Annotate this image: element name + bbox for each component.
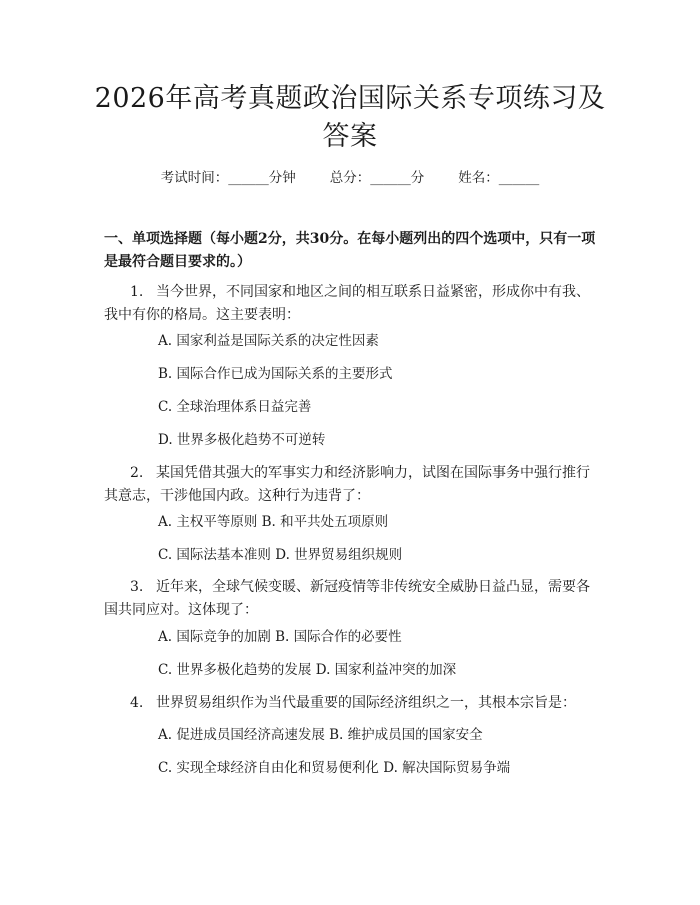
question-3-options-row-2: C. 世界多极化趋势的发展 D. 国家利益冲突的加深	[158, 662, 457, 678]
question-1-option-b: B. 国际合作已成为国际关系的主要形式	[158, 366, 393, 382]
question-1-option-a: A. 国家利益是国际关系的决定性因素	[158, 333, 379, 349]
exam-meta-line	[0, 168, 700, 188]
total-score-field: 总分：______分	[329, 170, 425, 186]
section-heading: 一、单项选择题（每小题2分，共30分。在每小题列出的四个选项中，只有一项是最符合题目要求的。）	[104, 231, 596, 270]
question-3-options-row-1: A. 国际竞争的加剧 B. 国际合作的必要性	[158, 629, 402, 645]
question-2-options-row-2: C. 国际法基本准则 D. 世界贸易组织规则	[158, 547, 403, 563]
question-1	[104, 281, 599, 327]
question-3	[104, 576, 599, 622]
question-number: 4.	[130, 695, 144, 711]
question-number: 3.	[130, 579, 144, 595]
question-4-options-row-1: A. 促进成员国经济高速发展 B. 维护成员国的国家安全	[158, 727, 483, 743]
question-stem: 近年来，全球气候变暖、新冠疫情等非传统安全威胁日益凸显，需要各国共同应对。这体现了：	[104, 579, 590, 618]
question-stem: 某国凭借其强大的军事实力和经济影响力，试图在国际事务中强行推行其意志，干涉他国内政。这种行为违背了：	[104, 465, 590, 504]
question-2	[104, 462, 599, 508]
exam-time-field: 考试时间：______分钟	[160, 170, 296, 186]
question-number: 2.	[130, 465, 144, 481]
document-title: 2026年高考真题政治国际关系专项练习及答案	[94, 83, 606, 152]
question-stem: 世界贸易组织作为当代最重要的国际经济组织之一，其根本宗旨是：	[156, 695, 576, 711]
question-1-option-c: C. 全球治理体系日益完善	[158, 399, 312, 415]
question-2-options-row-1: A. 主权平等原则 B. 和平共处五项原则	[158, 514, 389, 530]
question-stem: 当今世界，不同国家和地区之间的相互联系日益紧密，形成你中有我、我中有你的格局。这主要表明：	[104, 284, 590, 323]
question-number: 1.	[130, 284, 144, 300]
question-1-option-d: D. 世界多极化趋势不可逆转	[158, 432, 326, 448]
student-name-field: 姓名：______	[458, 170, 540, 186]
question-4	[104, 692, 599, 715]
question-4-options-row-2: C. 实现全球经济自由化和贸易便利化 D. 解决国际贸易争端	[158, 760, 511, 776]
